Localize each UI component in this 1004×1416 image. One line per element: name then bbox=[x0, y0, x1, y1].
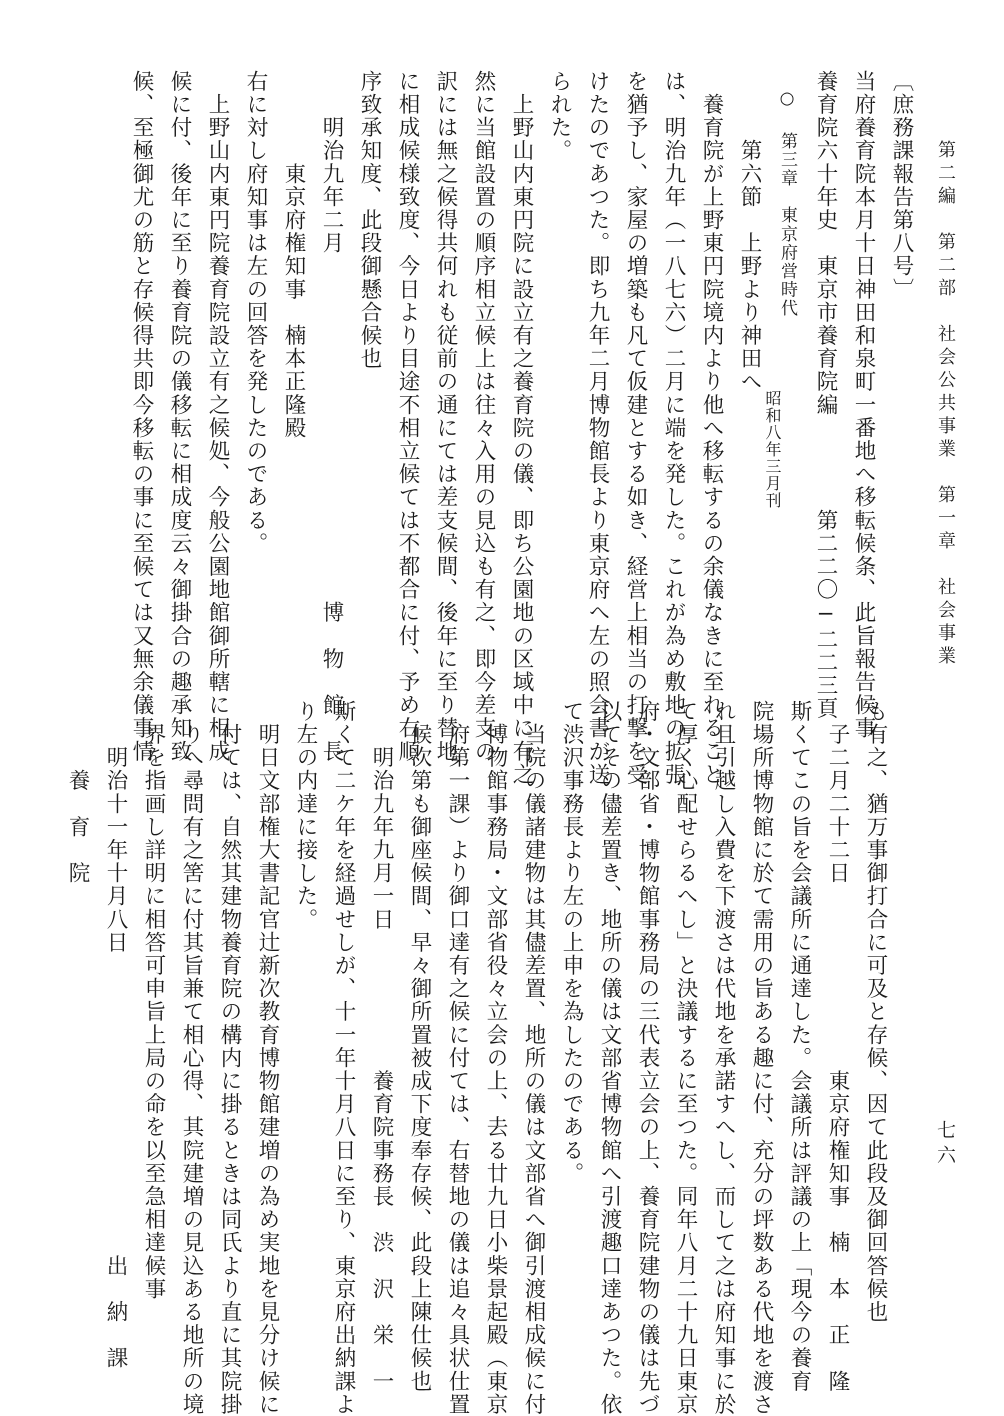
text-line: 斯くて二ケ年を経過せしが、十一年十月八日に至り、東京府出納課よ bbox=[331, 700, 356, 1416]
text-line: 府第一課）より御口達有之候に付ては、右替地の儀は追々具状仕置 bbox=[445, 700, 470, 1416]
text-line: 斯くてこの旨を会議所に通達した。会議所は評議の上「現今の養育 bbox=[787, 700, 812, 1393]
text-line: 明日文部権大書記官辻新次教育博物館建増の為め実地を見分け候に bbox=[255, 700, 280, 1416]
page-number: 七六 bbox=[934, 1120, 956, 1170]
text-line: 上野山内東円院に設立有之養育院の儀、即ち公園地の区域中に有之 bbox=[509, 70, 534, 787]
text-line: て厚く心配せらるへし」と決議するに至つた。同年八月二十九日東京 bbox=[673, 700, 698, 1416]
text-line: 博物館事務局・文部省役々立会の上、去る廿九日小柴景起殿（東京 bbox=[483, 700, 508, 1416]
text-line: 府・文部省・博物館事務局の三代表立会の上、養育院建物の儀は先づ bbox=[635, 700, 660, 1416]
text-line: 界を指画し詳明に相答可申旨上局の命を以至急相達候事 bbox=[141, 700, 166, 1301]
running-title: 第二編 第二部 社会公共事業 第一章 社会事業 bbox=[935, 140, 956, 669]
text-line: られた。 bbox=[547, 70, 572, 163]
text-line: て渋沢事務長より左の上申を為したのである。 bbox=[559, 700, 584, 1186]
text-line: に相成候様致度、今日より目途不相立候ては不都合に付、予め右順 bbox=[395, 70, 420, 763]
text-line: 当院の儀諸建物は其儘差置、地所の儀は文部省へ御引渡相成候に付 bbox=[521, 700, 546, 1416]
text-line: 候、至極御尤の筋と存候得共即今移転の事に至候ては又無余儀事情 bbox=[129, 70, 154, 763]
text-line: れ且引越し入費を下渡さは代地を承諾すへし、而して之は府知事に於 bbox=[711, 700, 736, 1416]
text-line: 明治九年九月一日 養育院事務長 渋 沢 栄 一 bbox=[369, 700, 394, 1393]
publication-note: 昭和八年三月刊 bbox=[763, 390, 782, 509]
text-line: 然に当館設置の順序相立候上は往々入用の見込も有之、即今差支の bbox=[471, 70, 496, 763]
text-line: 当府養育院本月十日神田和泉町一番地へ移転候条、此旨報告候事 bbox=[851, 70, 876, 740]
text-line: も有之、猶万事御打合に可及と存候、因て此段及御回答候也 bbox=[863, 700, 888, 1324]
running-header bbox=[928, 140, 962, 669]
text-line: 序致承知度、此段御懸合候也 bbox=[357, 70, 382, 371]
text-line: 訳には無之候得共何れも従前の通にては差支候間、後年に至り替地 bbox=[433, 70, 458, 763]
text-line: 付ては、自然其建物養育院の構内に掛るときは同氏より直に其院掛 bbox=[217, 700, 242, 1416]
text-line: 院場所博物館に於て需用の旨ある趣に付、充分の坪数ある代地を渡さ bbox=[749, 700, 774, 1416]
text-line: 右に対し府知事は左の回答を発したのである。 bbox=[243, 70, 268, 556]
text-line: 東京府権知事 楠本正隆殿 bbox=[281, 70, 306, 440]
text-line: 子二月二十二日 東京府権知事 楠 本 正 隆 bbox=[825, 700, 850, 1393]
lower-text-block bbox=[58, 700, 894, 1416]
text-line: りへ尋問有之筈に付其旨兼て相心得、其院建増の見込ある地所の境 bbox=[179, 700, 204, 1416]
text-line: 養 育 院 bbox=[65, 700, 90, 885]
text-line: 養育院六十年史 東京市養育院編 第二二〇−二二三頁 bbox=[813, 70, 838, 721]
text-line: けたのであつた。即ち九年二月博物館長より東京府へ左の照会書が送 bbox=[585, 70, 610, 787]
text-line: 以てその儘差置き、地所の儀は文部省博物館へ引渡趣口達あつた。依 bbox=[597, 700, 622, 1416]
text-line: 第六節 上野より神田へ bbox=[737, 70, 762, 394]
text-line: を猶予し、家屋の増築も凡て仮建とする如き、経営上相当の打撃を受 bbox=[623, 70, 648, 787]
text-line: 候に付、後年に至り養育院の儀移転に相成度云々御掛合の趣承知致 bbox=[167, 70, 192, 763]
text-line: は、明治九年（一八七六）二月に端を発した。これが為め敷地の拡張 bbox=[661, 70, 686, 787]
text-line: 明治十一年十月八日 出 納 課 bbox=[103, 700, 128, 1370]
text-line: 養育院が上野東円院境内より他へ移転するの余儀なきに至れること bbox=[699, 70, 724, 787]
text-line: 明治九年二月 博 物 館 長 bbox=[319, 70, 344, 763]
text-line: り左の内達に接した。 bbox=[293, 700, 318, 931]
text-line: 〔庶務課報告第八号〕 bbox=[889, 70, 914, 301]
text-line: ○ 第三章 東京府営時代 bbox=[777, 70, 797, 318]
text-line: 上野山内東円院養育院設立有之候処、今般公園地館御所轄に相成 bbox=[205, 70, 230, 763]
upper-text-block bbox=[122, 70, 920, 787]
text-line: 候次第も御座候間、早々御所置被成下度奉存候、此段上陳仕候也 bbox=[407, 700, 432, 1393]
